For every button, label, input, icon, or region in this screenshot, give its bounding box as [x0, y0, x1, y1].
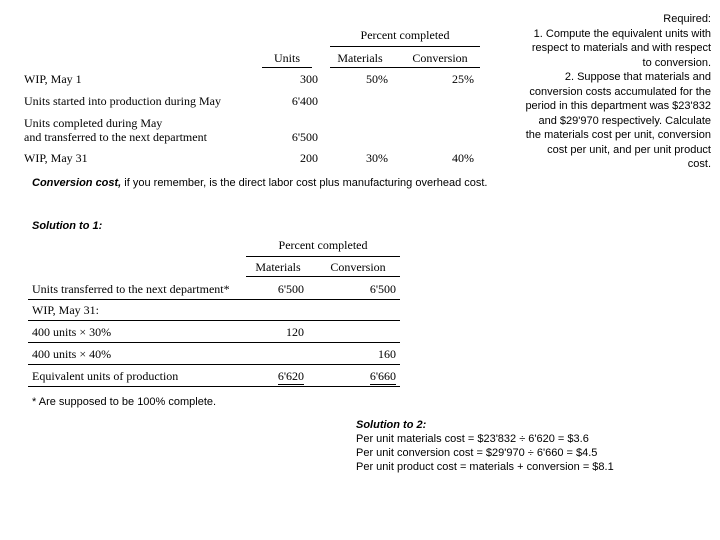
materials-total-value: 6'620: [277, 369, 304, 383]
col-units-header: Units: [273, 51, 300, 65]
row-label-line1: Units completed during May: [24, 116, 163, 130]
required-line: and $29'970 respectively. Calculate: [538, 114, 711, 127]
row-label: 400 units × 30%: [32, 325, 112, 339]
col-conversion-header: Conversion: [412, 51, 468, 65]
row-label: WIP, May 31: [24, 151, 88, 165]
note-term: Conversion cost,: [32, 177, 122, 189]
col-materials-header: Materials: [337, 51, 383, 65]
conversion-value: 160: [378, 347, 396, 361]
conversion-value: 40%: [452, 151, 474, 165]
row-label: Equivalent units of production: [32, 369, 179, 383]
required-line: period in this department was $23'832: [525, 100, 711, 112]
header-rule: [246, 256, 400, 257]
row-label: Units transferred to the next department*: [32, 282, 230, 296]
required-line: cost per unit, and per unit product: [547, 143, 711, 156]
materials-value: 6'500: [277, 282, 304, 296]
row-label-line2: and transferred to the next department: [24, 130, 207, 144]
percent-completed-header: Percent completed: [360, 28, 450, 42]
cols-rule: [246, 276, 400, 277]
units-value: 200: [300, 151, 318, 165]
materials-value: 50%: [366, 72, 388, 86]
percent-completed-header: Percent completed: [278, 238, 368, 252]
solution-1-heading: Solution to 1:: [32, 220, 103, 232]
row-label: Units started into production during May: [24, 94, 221, 108]
conversion-value: 25%: [452, 72, 474, 86]
row-rule: [28, 386, 400, 387]
required-line: 2. Suppose that materials and: [564, 71, 711, 83]
row-label: 400 units × 40%: [32, 347, 112, 361]
units-value: 300: [300, 72, 318, 86]
solution-2-line: Per unit product cost = materials + conversion = $8.1: [356, 461, 614, 473]
units-value: 6'400: [291, 94, 318, 108]
required-line: cost.: [687, 158, 711, 170]
materials-total: [246, 369, 304, 384]
solution-2-line: Per unit materials cost = $23'832 ÷ 6'620 = $3.6: [356, 433, 589, 445]
cols-rule: [330, 67, 480, 68]
conversion-total-value: 6'660: [369, 369, 396, 383]
units-rule: [262, 67, 312, 68]
row-label: WIP, May 1: [24, 72, 82, 86]
conversion-cost-note: [32, 177, 487, 189]
header-rule: [330, 46, 480, 47]
col-conversion-header: Conversion: [330, 260, 386, 274]
materials-value: 120: [286, 325, 304, 339]
required-line: 1. Compute the equivalent units with: [533, 27, 711, 40]
conversion-total: [330, 369, 396, 384]
conversion-value: 6'500: [369, 282, 396, 296]
col-materials-header: Materials: [255, 260, 301, 274]
units-value: 6'500: [291, 130, 318, 144]
required-line: the materials cost per unit, conversion: [525, 129, 711, 141]
solution-2-line: Per unit conversion cost = $29'970 ÷ 6'660 = $4.5: [356, 447, 598, 459]
note-text: if you remember, is the direct labor cost plus manufacturing overhead cost.: [121, 177, 488, 189]
footnote: * Are supposed to be 100% complete.: [32, 396, 217, 408]
required-line: respect to materials and with respect: [531, 42, 711, 54]
row-rule: [28, 320, 400, 321]
row-label: WIP, May 31:: [32, 303, 99, 317]
required-line: conversion costs accumulated for the: [529, 85, 711, 98]
materials-value: 30%: [366, 151, 388, 165]
row-rule: [28, 299, 400, 300]
required-line: Required:: [663, 13, 711, 25]
required-line: to conversion.: [642, 56, 711, 69]
solution-2-heading: Solution to 2:: [356, 419, 427, 431]
row-rule: [28, 364, 400, 365]
row-rule: [28, 342, 400, 343]
